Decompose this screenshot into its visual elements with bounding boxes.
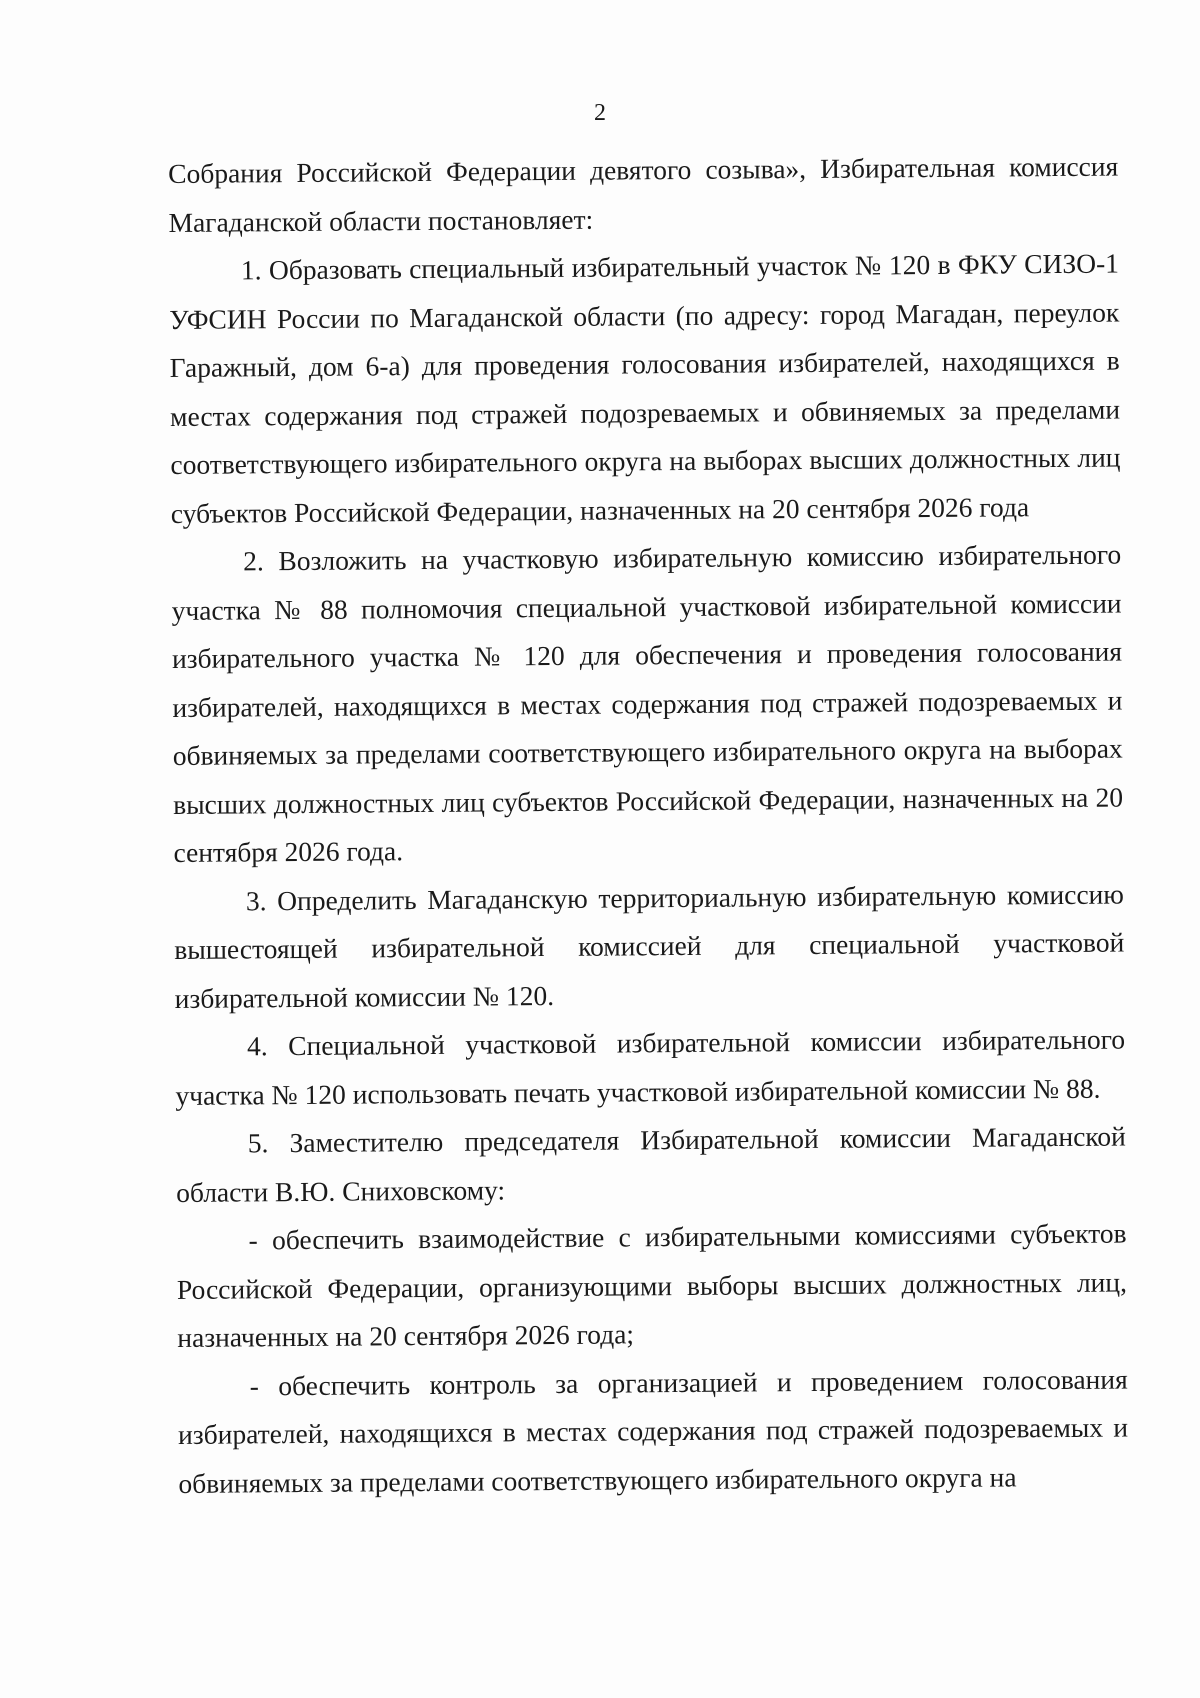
paragraph-item-1: 1. Образовать специальный избирательный участок № 120 в ФКУ СИЗО-1 УФСИН России по Магаданской области (по адресу: город Магадан, переулок Гаражный, дом 6-а) для проведения голосования избирателей, находящихся в местах содержания под стражей подозреваемых и обвиняемых за пределами соответствующего избирательного округа на выборах высших должностных лиц субъектов Российской Федерации, назначенных на 20 сентября 2026 года [169,247,1121,529]
paragraph-item-3: 3. Определить Магаданскую территориальную избирательную комиссию вышестоящей избирательной комиссией для специальной участковой избирательной комиссии № 120. [174,878,1125,1014]
paragraph-subitem-interaction: - обеспечить взаимодействие с избирательными комиссиями субъектов Российской Федерации, организующими выборы высших должностных лиц, назначенных на 20 сентября 2026 года; [176,1217,1128,1353]
page-number: 2 [594,100,606,126]
paragraph-item-5: 5. Заместителю председателя Избирательной комиссии Магаданской области В.Ю. Сниховскому: [176,1120,1126,1208]
paragraph-continuation: Собрания Российской Федерации девятого созыва», Избирательная комиссия Магаданской области постановляет: [168,150,1119,238]
paragraph-item-2: 2. Возложить на участковую избирательную комиссию избирательного участка № 88 полномочия специальной участковой избирательной комиссии избирательного участка № 120 для обеспечения и проведения голосования избирателей, находящихся в местах содержания под стражей подозреваемых и обвиняемых за пределами соответствующего избирательного округа на выборах высших должностных лиц субъектов Российской Федерации, назначенных на 20 сентября 2026 года. [171,538,1124,868]
paragraph-item-4: 4. Специальной участковой избирательной комиссии избирательного участка № 120 использовать печать участковой избирательной комиссии № 88. [175,1023,1126,1111]
paragraph-subitem-control: - обеспечить контроль за организацией и проведением голосования избирателей, находящихся в местах содержания под стражей подозреваемых и обвиняемых за пределами соответствующего избирательного округа на [177,1363,1129,1499]
document-body [168,143,1129,1508]
